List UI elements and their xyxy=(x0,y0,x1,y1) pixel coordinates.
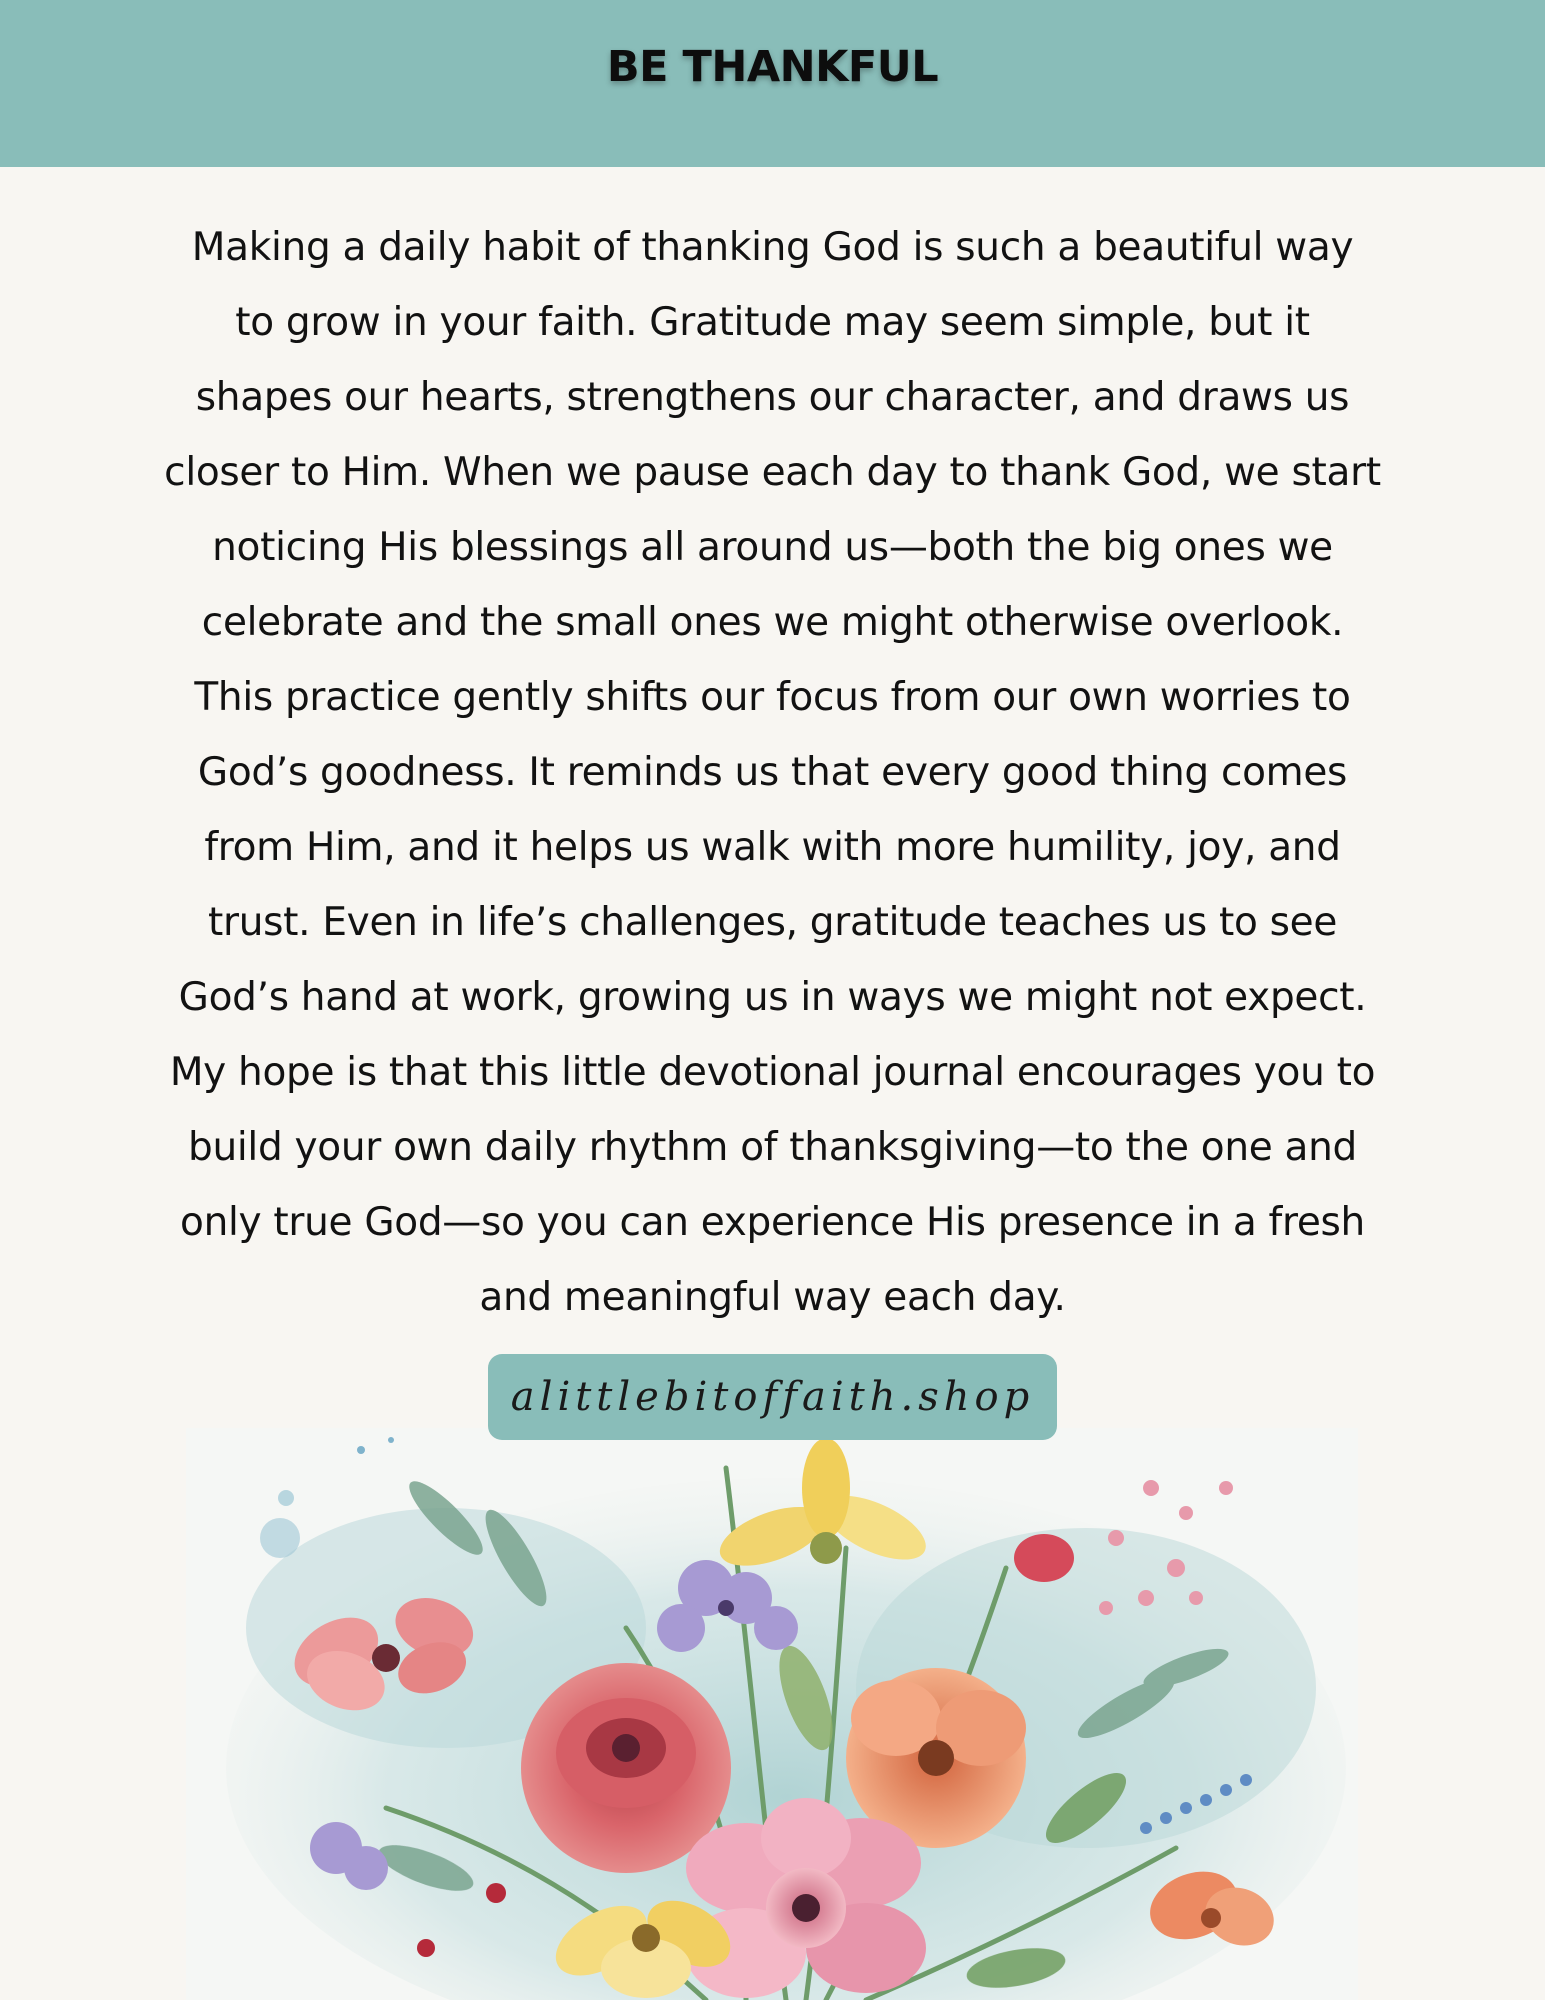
body-line: shapes our hearts, strengthens our character, and draws us xyxy=(195,375,1350,420)
floral-watercolor-illustration xyxy=(186,1428,1358,2000)
page-title: BE THANKFUL xyxy=(606,42,939,92)
devotional-body xyxy=(110,210,1435,1335)
body-line: My hope is that this little devotional journal encourages you to xyxy=(169,1050,1376,1095)
body-line: noticing His blessings all around us—both the big ones we xyxy=(212,525,1333,570)
body-line: only true God—so you can experience His presence in a fresh xyxy=(180,1200,1365,1245)
body-line: and meaningful way each day. xyxy=(479,1275,1066,1320)
body-line: This practice gently shifts our focus from our own worries to xyxy=(194,675,1351,720)
body-line: Making a daily habit of thanking God is such a beautiful way xyxy=(191,225,1354,270)
body-line: from Him, and it helps us walk with more humility, joy, and xyxy=(204,825,1341,870)
shop-url-badge xyxy=(488,1354,1057,1440)
body-line: God’s goodness. It reminds us that every good thing comes xyxy=(197,750,1348,795)
body-line: to grow in your faith. Gratitude may seem simple, but it xyxy=(235,300,1310,345)
body-line: God’s hand at work, growing us in ways we might not expect. xyxy=(178,975,1367,1020)
body-line: build your own daily rhythm of thanksgiving—to the one and xyxy=(188,1125,1357,1170)
shop-url: alittlebitoffaith.shop xyxy=(510,1374,1035,1420)
body-line: closer to Him. When we pause each day to thank God, we start xyxy=(164,450,1381,495)
title-banner xyxy=(0,0,1545,167)
body-line: celebrate and the small ones we might otherwise overlook. xyxy=(201,600,1344,645)
body-line: trust. Even in life’s challenges, gratitude teaches us to see xyxy=(207,900,1338,945)
